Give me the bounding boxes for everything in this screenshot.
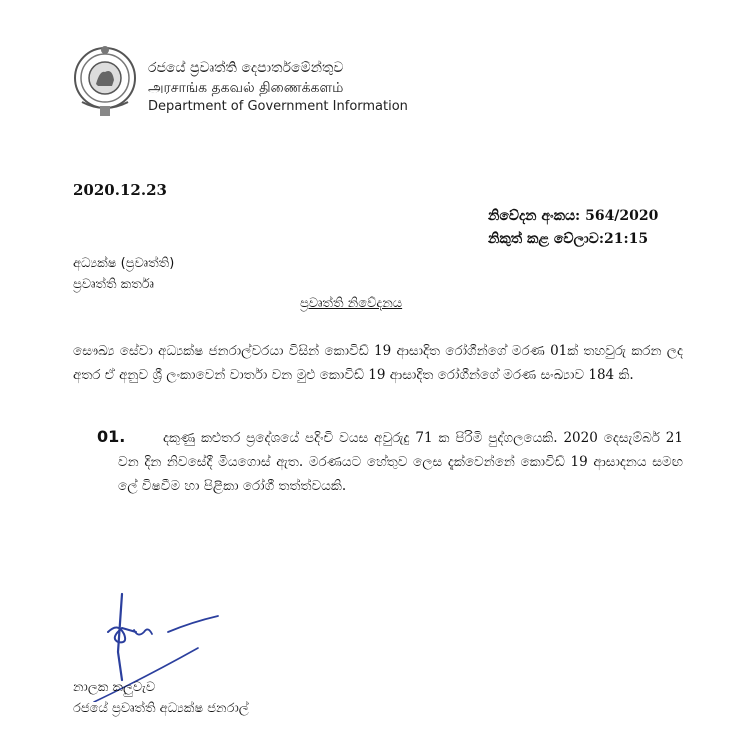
- recipient-line-1: අධ්‍යක්ෂ (ප්‍රවෘත්ති): [73, 256, 175, 271]
- document-title: ප්‍රවෘත්ති නිවේදනය: [300, 296, 403, 311]
- item-number: 01.: [97, 427, 126, 446]
- letterhead-sinhala: රජයේ ප්‍රවෘත්ති දෙපාර්තමේන්තුව: [148, 60, 344, 76]
- recipient-line-2: ප්‍රවෘත්ති කර්තෘ: [73, 277, 154, 292]
- release-date: 2020.12.23: [73, 181, 167, 199]
- sri-lanka-emblem-icon: [72, 40, 138, 120]
- signatory-name: නාලක කලුවැව: [73, 680, 156, 695]
- release-number: නිවේදන අංකය: 564/2020: [488, 208, 659, 224]
- body-paragraph: සෞඛ්‍ය සේවා අධ්‍යක්ෂ ජනරාල්වරයා විසින් කොවිඩ් 19 ආසාදිත රෝගීන්ගේ මරණ 01ක් තහවුරු කරන ලද අතර ඒ අනුව ශ්‍රී ලංකාවෙන් වාර්තා වන මුළු කොවිඩ් 19 ආසාදිත රෝගීන්ගේ මරණ සංඛ්‍යාව 184 කි.: [73, 343, 683, 383]
- letterhead-tamil: அரசாங்க தகவல் திணைக்களம்: [148, 80, 344, 96]
- signatory-designation: රජයේ ප්‍රවෘත්ති අධ්‍යක්ෂ ජනරාල්: [73, 701, 249, 716]
- item-text: දකුණු කළුතර ප්‍රදේශයේ පදිංචි වයස අවුරුදු 71 ක පිරිමි පුද්ගලයෙකි. 2020 දෙසැම්බර් 21 වන දින නිවසේදී මියගොස් ඇත. මරණයට හේතුව ලෙස දැක්වෙන්නේ කොවිඩ් 19 ආසාදනය සමඟ ලේ විෂවීම හා පිළිකා රෝගී තත්ත්වයකි.: [118, 430, 683, 494]
- release-time: නිකුත් කළ වේලාව:21:15: [488, 231, 649, 247]
- letterhead-english: Department of Government Information: [148, 99, 408, 114]
